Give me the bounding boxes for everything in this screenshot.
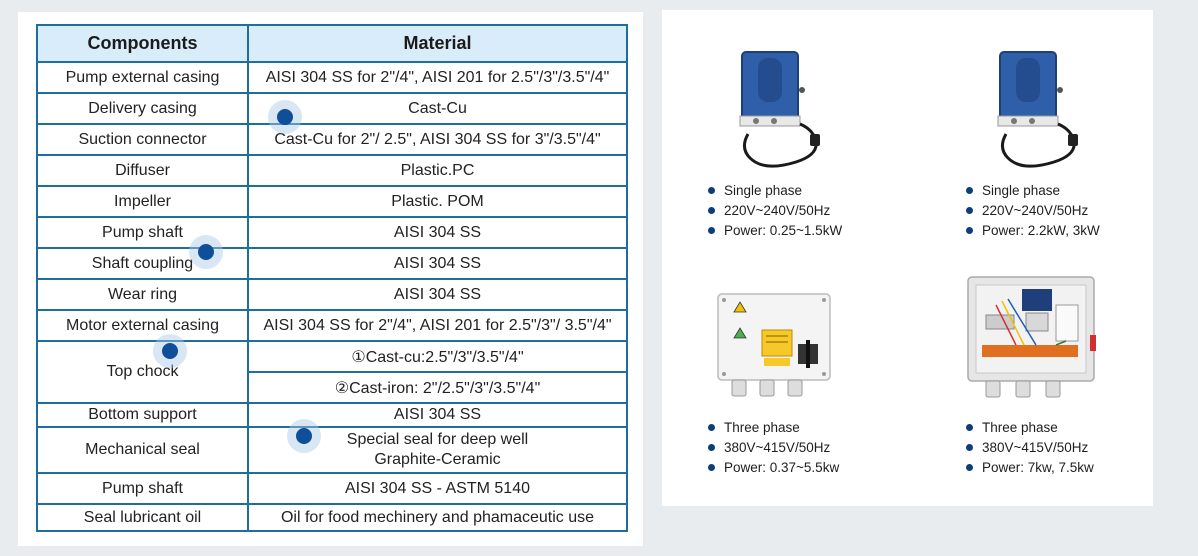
highlight-dot (287, 419, 321, 453)
table-row (37, 403, 627, 427)
spec-item: 380V~415V/50Hz (964, 438, 1094, 458)
three-phase-control-box-image (714, 288, 839, 408)
material-cell: AISI 304 SS for 2"/4", AISI 201 for 2.5"/3"/3.5"/4" (248, 62, 627, 93)
material-cell: AISI 304 SS for 2"/4", AISI 201 for 2.5"/3"/ 3.5"/4" (248, 310, 627, 341)
seal-line-2: Graphite-Ceramic (374, 451, 501, 468)
materials-panel (18, 12, 643, 546)
controllers-panel (662, 10, 1153, 506)
spec-item: Three phase (964, 418, 1094, 438)
material-cell: Oil for food mechinery and phamaceutic use (248, 504, 627, 531)
spec-item: Power: 2.2kW, 3kW (964, 221, 1100, 241)
table-row (37, 62, 627, 93)
component-cell: Delivery casing (37, 93, 248, 124)
component-cell: Motor external casing (37, 310, 248, 341)
material-cell: AISI 304 SS (248, 279, 627, 310)
three-phase-open-control-box-image (966, 275, 1101, 405)
table-row (37, 155, 627, 186)
material-cell: ①Cast-cu:2.5"/3"/3.5"/4" (248, 341, 627, 372)
header-components: Components (37, 25, 248, 62)
highlight-dot (189, 235, 223, 269)
component-cell: Impeller (37, 186, 248, 217)
highlight-dot (268, 100, 302, 134)
controller-spec-list (964, 418, 1094, 478)
table-header-row (37, 25, 627, 62)
spec-item: Power: 7kw, 7.5kw (964, 458, 1094, 478)
table-row (37, 504, 627, 531)
controller-spec-list (706, 418, 839, 478)
component-cell: Diffuser (37, 155, 248, 186)
table-row (37, 279, 627, 310)
spec-item: Three phase (706, 418, 839, 438)
single-phase-control-box-image (734, 50, 834, 175)
material-cell: ②Cast-iron: 2"/2.5"/3"/3.5"/4" (248, 372, 627, 403)
spec-item: Power: 0.37~5.5kw (706, 458, 839, 478)
component-cell: Suction connector (37, 124, 248, 155)
material-cell: AISI 304 SS (248, 403, 627, 427)
component-cell: Bottom support (37, 403, 248, 427)
component-cell: Pump external casing (37, 62, 248, 93)
material-cell: AISI 304 SS (248, 217, 627, 248)
table-row (37, 93, 627, 124)
spec-item: 220V~240V/50Hz (706, 201, 842, 221)
spec-item: 380V~415V/50Hz (706, 438, 839, 458)
highlight-dot (153, 334, 187, 368)
material-cell: AISI 304 SS (248, 248, 627, 279)
component-cell: Pump shaft (37, 473, 248, 504)
spec-item: Single phase (964, 181, 1100, 201)
material-cell: Cast-Cu (248, 93, 627, 124)
materials-table (36, 24, 628, 532)
table-row (37, 341, 627, 372)
header-material: Material (248, 25, 627, 62)
table-row (37, 310, 627, 341)
spec-item: Power: 0.25~1.5kW (706, 221, 842, 241)
material-cell: Cast-Cu for 2"/ 2.5", AISI 304 SS for 3"/3.5"/4" (248, 124, 627, 155)
component-cell: Top chock (37, 341, 248, 403)
seal-line-1: Special seal for deep well (346, 431, 529, 448)
spec-item: Single phase (706, 181, 842, 201)
component-cell: Mechanical seal (37, 427, 248, 473)
spec-item: 220V~240V/50Hz (964, 201, 1100, 221)
component-cell: Seal lubricant oil (37, 504, 248, 531)
component-cell: Pump shaft (37, 217, 248, 248)
table-row (37, 186, 627, 217)
material-cell: Plastic.PC (248, 155, 627, 186)
component-cell: Shaft coupling (37, 248, 248, 279)
table-row (37, 427, 627, 473)
material-cell: AISI 304 SS - ASTM 5140 (248, 473, 627, 504)
table-row (37, 473, 627, 504)
component-cell: Wear ring (37, 279, 248, 310)
table-row (37, 124, 627, 155)
table-row (37, 248, 627, 279)
controller-spec-list (706, 181, 842, 241)
table-row (37, 217, 627, 248)
controller-spec-list (964, 181, 1100, 241)
single-phase-control-box-image (992, 50, 1092, 175)
material-cell: Plastic. POM (248, 186, 627, 217)
